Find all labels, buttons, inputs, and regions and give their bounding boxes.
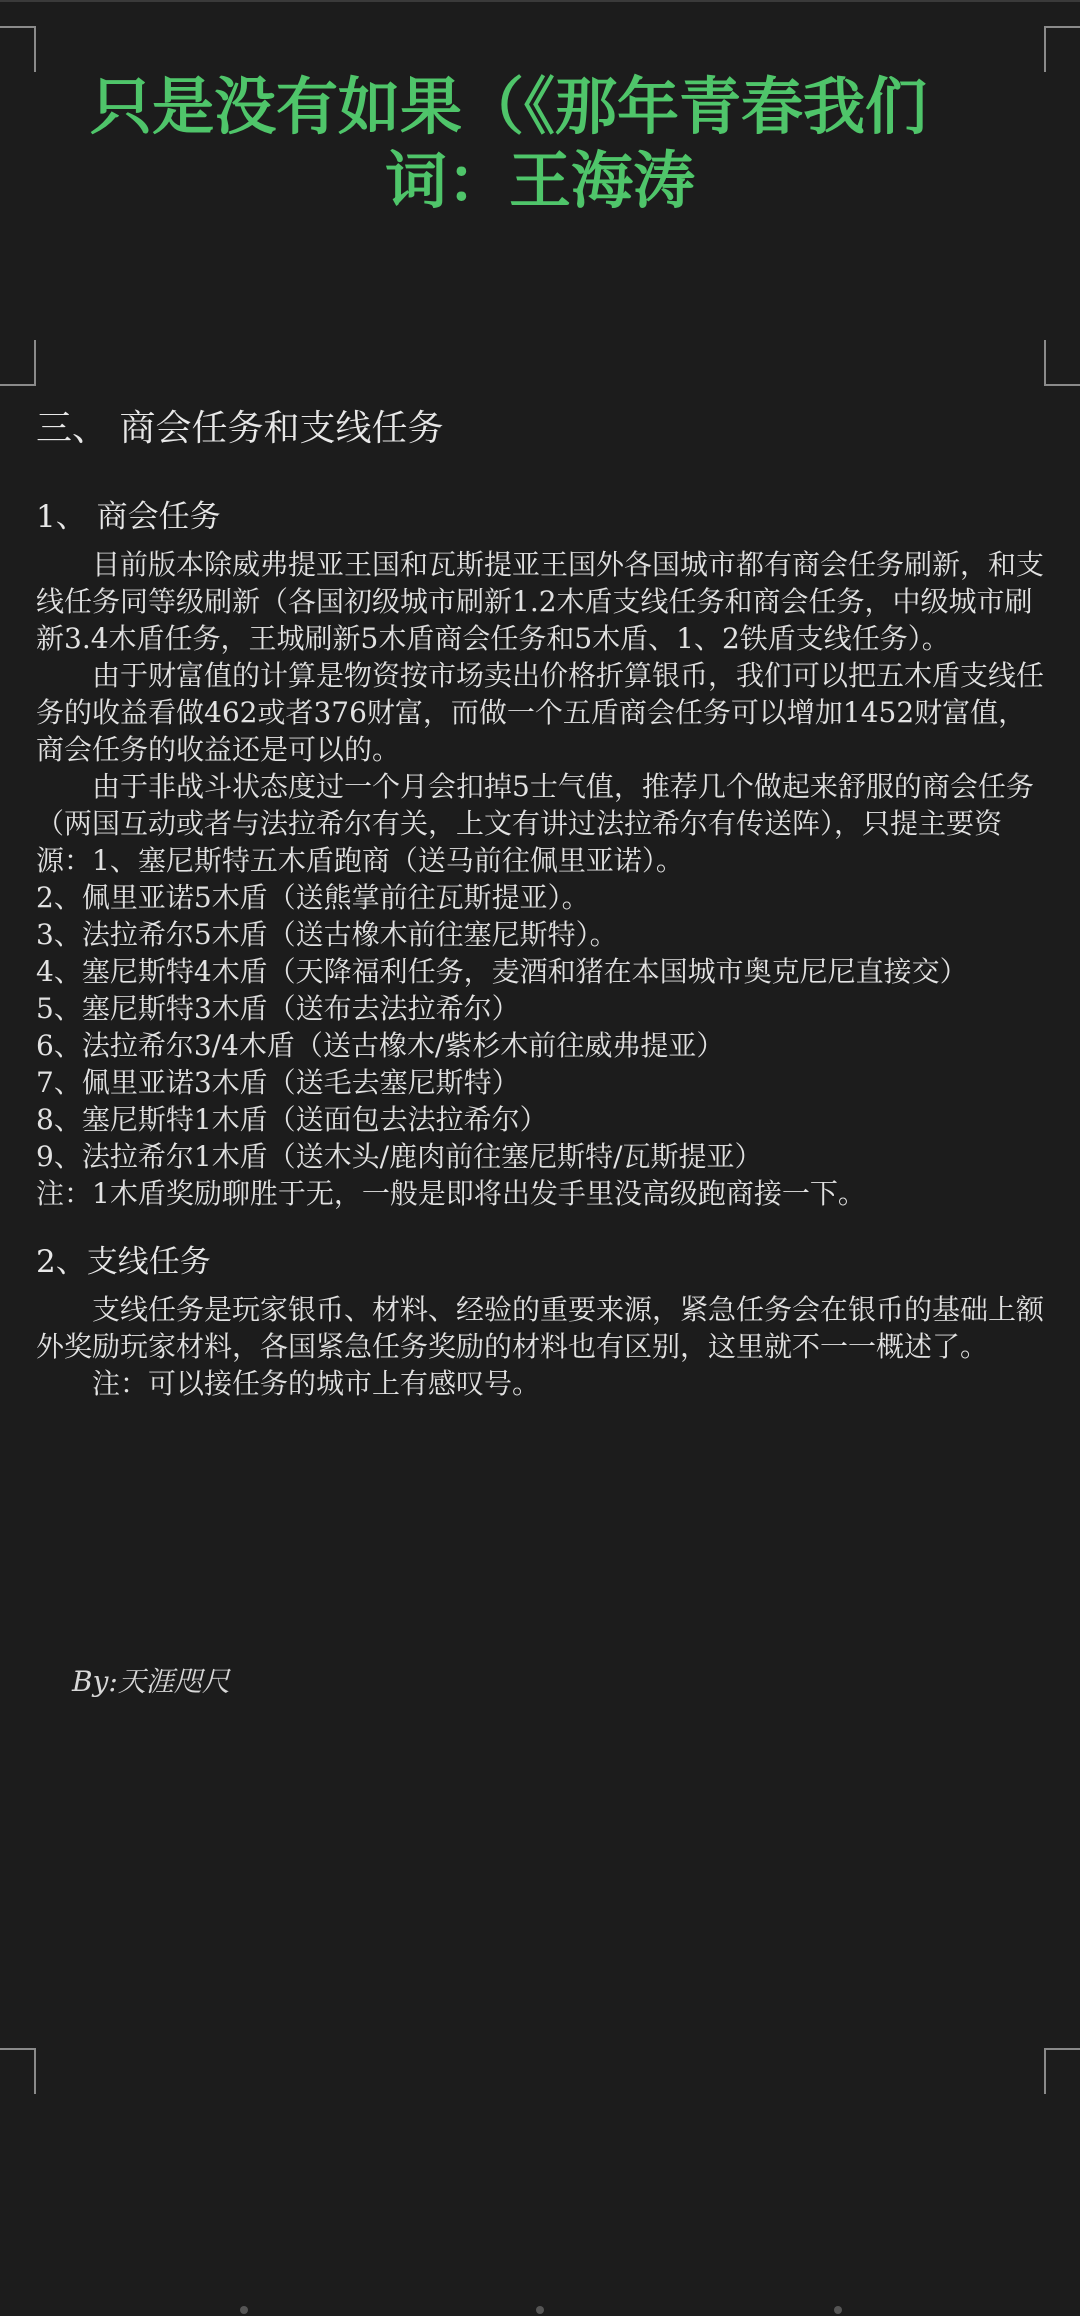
list-item: 6、法拉希尔3/4木盾（送古橡木/紫杉木前往威弗提亚） <box>36 1029 725 1062</box>
page-corner-mark <box>1044 26 1080 72</box>
paragraph: 由于财富值的计算是物资按市场卖出价格折算银币，我们可以把五木盾支线任务的收益看做462或者376财富，而做一个五盾商会任务可以增加1452财富值，商会任务的收益还是可以的。 <box>36 659 1045 766</box>
list-item: 3、法拉希尔5木盾（送古橡木前往塞尼斯特）。 <box>36 918 618 951</box>
page-indicator-dot <box>536 2306 544 2314</box>
list-item: 4、塞尼斯特4木盾（天降福利任务，麦酒和猪在本国城市奥克尼尼直接交） <box>36 955 968 988</box>
document-body <box>36 400 1046 1402</box>
note-line: 注：1木盾奖励聊胜于无，一般是即将出发手里没高级跑商接一下。 <box>36 1177 866 1210</box>
paragraph: 注：可以接任务的城市上有感叹号。 <box>92 1367 541 1400</box>
header-title-line1: 只是没有如果（《那年青春我们 <box>90 70 928 143</box>
paragraph: 由于非战斗状态度过一个月会扣掉5士气值，推荐几个做起来舒服的商会任务（两国互动或者与法拉希尔有关，上文有讲过法拉希尔有传送阵），只提主要资源：1、塞尼斯特五木盾跑商（送马前往佩里亚诺）。 <box>36 770 1034 877</box>
subsection-heading-merchant: 1、 商会任务 <box>36 499 221 535</box>
page-corner-mark <box>0 340 36 386</box>
list-item: 9、法拉希尔1木盾（送木头/鹿肉前往塞尼斯特/瓦斯提亚） <box>36 1140 763 1173</box>
merchant-task-list <box>36 879 1046 1175</box>
top-edge-line <box>0 0 1080 2</box>
page-corner-mark <box>1044 340 1080 386</box>
list-item: 8、塞尼斯特1木盾（送面包去法拉希尔） <box>36 1103 548 1136</box>
paragraph: 目前版本除威弗提亚王国和瓦斯提亚王国外各国城市都有商会任务刷新，和支线任务同等级刷新（各国初级城市刷新1.2木盾支线任务和商会任务，中级城市刷新3.4木盾任务，王城刷新5木盾商会任务和5木盾、1、2铁盾支线任务）。 <box>36 548 1045 655</box>
list-item: 2、佩里亚诺5木盾（送熊掌前往瓦斯提亚）。 <box>36 881 590 914</box>
subsection-heading-side-quest: 2、支线任务 <box>36 1244 211 1280</box>
page-corner-mark <box>0 2048 36 2094</box>
page-indicator-dot <box>240 2306 248 2314</box>
page-header-title <box>0 70 1080 218</box>
list-item: 7、佩里亚诺3木盾（送毛去塞尼斯特） <box>36 1066 520 1099</box>
spacer <box>36 1212 1046 1236</box>
header-title-line2: 词：王海涛 <box>384 144 695 217</box>
list-item: 5、塞尼斯特3木盾（送布去法拉希尔） <box>36 992 520 1025</box>
author-byline: By:天涯咫尺 <box>72 1665 230 1698</box>
page-corner-mark <box>0 26 36 72</box>
paragraph: 支线任务是玩家银币、材料、经验的重要来源，紧急任务会在银币的基础上额外奖励玩家材料，各国紧急任务奖励的材料也有区别，这里就不一一概述了。 <box>36 1293 1045 1363</box>
page-indicator-dot <box>834 2306 842 2314</box>
page-corner-mark <box>1044 2048 1080 2094</box>
section-heading: 三、 商会任务和支线任务 <box>36 408 444 449</box>
